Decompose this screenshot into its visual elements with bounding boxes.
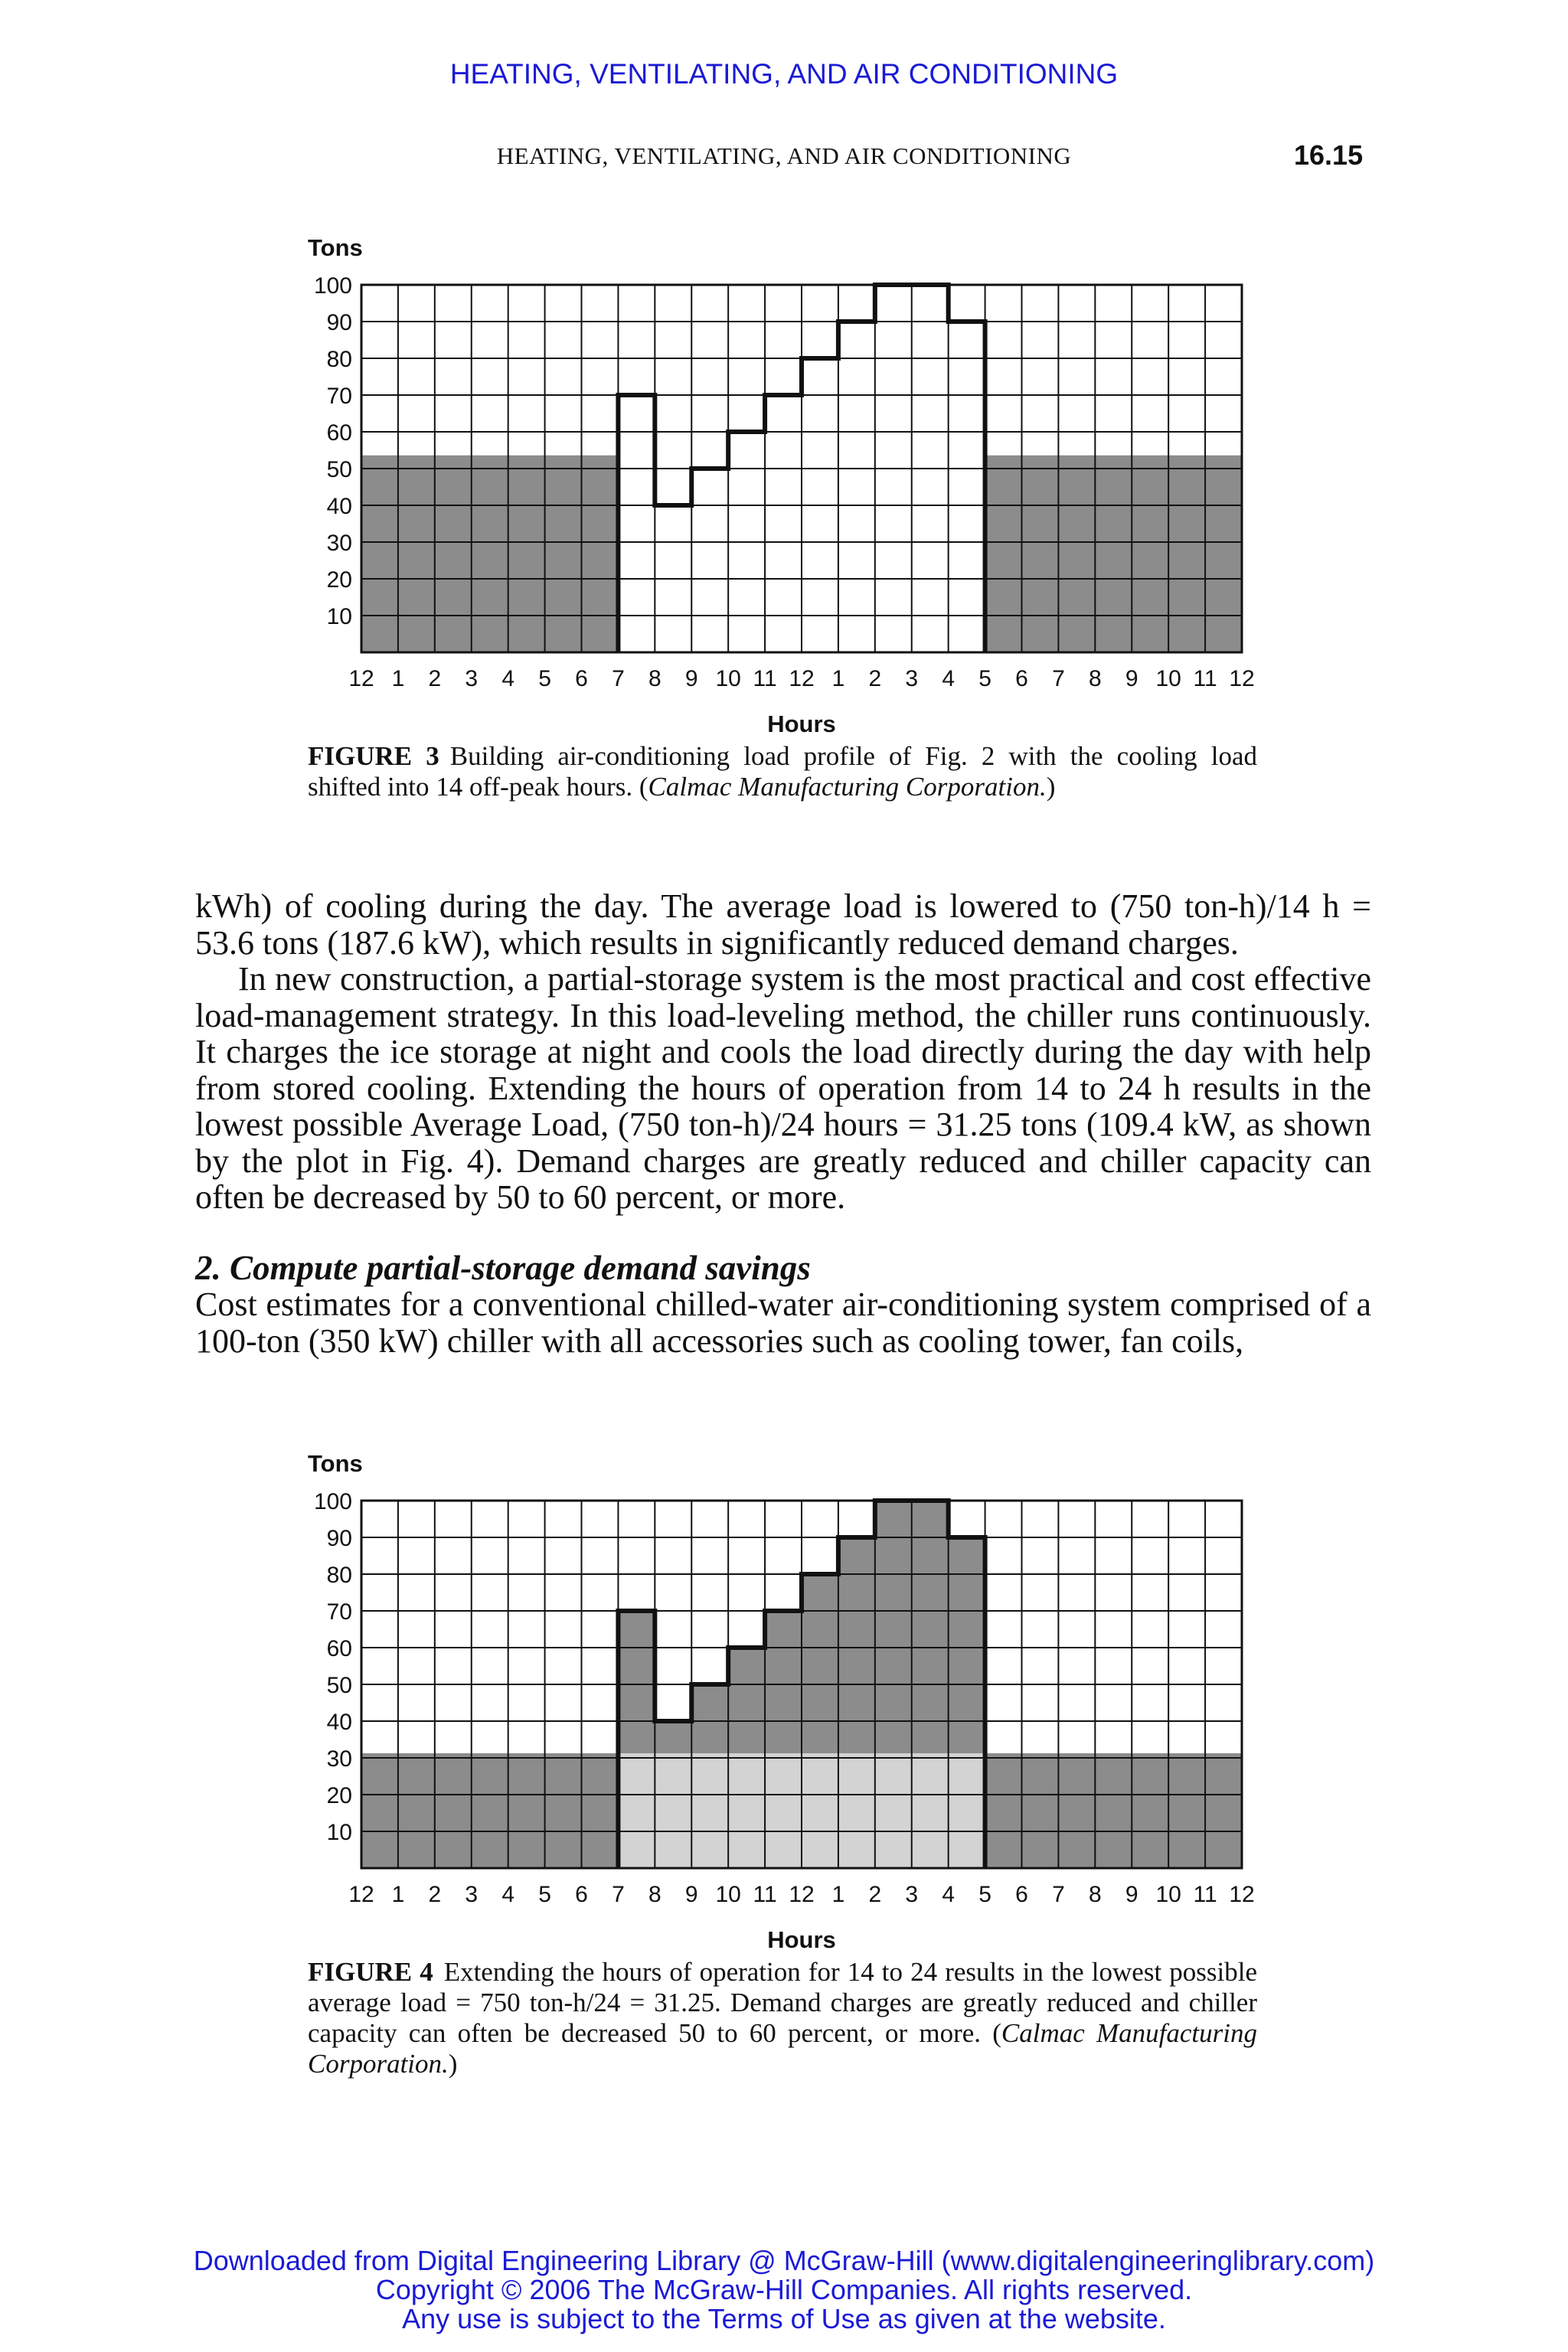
load-bar-5: [802, 1574, 838, 1753]
shaded-area-0-0: [361, 456, 618, 652]
x-tick-label: 6: [1015, 666, 1028, 691]
footer-line-3: Any use is subject to the Terms of Use as given at the website.: [402, 2303, 1166, 2334]
x-tick-label: 7: [1052, 1882, 1065, 1907]
x-tick-label: 3: [465, 1882, 479, 1907]
figure-3-caption: [308, 741, 1257, 802]
y-tick-label: 40: [326, 1710, 352, 1735]
load-bar-9: [949, 322, 985, 652]
body-text: [195, 888, 1371, 1216]
x-tick-label: 8: [648, 666, 662, 691]
x-tick-label: 5: [978, 1882, 991, 1907]
x-tick-label: 7: [612, 1882, 625, 1907]
x-tick-label: 8: [648, 1882, 662, 1907]
figure-4-caption: [308, 1957, 1257, 2079]
x-axis-label: Hours: [767, 710, 836, 737]
x-tick-label: 10: [1155, 1882, 1181, 1907]
footer: [0, 2246, 1568, 2334]
x-tick-label: 9: [684, 666, 698, 691]
x-tick-label: 6: [1015, 1882, 1028, 1907]
x-tick-label: 12: [789, 1882, 815, 1907]
x-tick-label: 5: [538, 1882, 551, 1907]
x-tick-label: 12: [1229, 1882, 1255, 1907]
footer-line-1[interactable]: Downloaded from Digital Engineering Library @ McGraw-Hill (www.digitalengineeringlibrary.com): [193, 2245, 1375, 2276]
section-text: Cost estimates for a conventional chilled-water air-conditioning system comprised of a 100-ton (350 kW) chiller with all accessories such as cooling tower, fan coils,: [195, 1285, 1371, 1360]
load-bar-4: [765, 395, 802, 652]
footer-line-2: Copyright © 2006 The McGraw-Hill Companies. All rights reserved.: [375, 2274, 1193, 2305]
y-tick-label: 50: [326, 1673, 352, 1698]
load-bar-8: [912, 1501, 949, 1753]
x-tick-label: 5: [978, 666, 991, 691]
y-tick-label: 80: [326, 347, 352, 372]
x-tick-label: 8: [1088, 666, 1102, 691]
x-tick-label: 10: [715, 666, 741, 691]
x-tick-label: 11: [1193, 666, 1217, 691]
figure-3-chart: [0, 230, 1568, 750]
x-tick-label: 11: [1193, 1882, 1217, 1907]
y-tick-label: 80: [326, 1563, 352, 1588]
x-tick-label: 10: [1155, 666, 1181, 691]
shaded-area-0-1: [985, 1753, 1242, 1868]
y-tick-label: 40: [326, 494, 352, 519]
load-bar-3: [728, 1648, 765, 1753]
page-number: 16.15: [1294, 139, 1364, 171]
x-tick-label: 6: [575, 1882, 588, 1907]
figure-3-caption-text: Building air-conditioning load profile of Fig. 2 with the cooling load shifted into 14 off-peak hours. (: [308, 741, 1257, 802]
x-tick-label: 9: [684, 1882, 698, 1907]
y-tick-label: 10: [326, 604, 352, 629]
x-tick-label: 4: [942, 666, 956, 691]
y-tick-label: 90: [326, 1526, 352, 1551]
x-tick-label: 9: [1125, 666, 1138, 691]
x-tick-label: 11: [753, 1882, 777, 1907]
y-tick-label: 10: [326, 1820, 352, 1845]
figure-4-label: FIGURE 4: [308, 1957, 433, 1987]
load-bar-6: [838, 322, 875, 652]
x-tick-label: 4: [501, 1882, 515, 1907]
x-tick-label: 7: [612, 666, 625, 691]
x-tick-label: 2: [428, 1882, 442, 1907]
load-bar-1: [655, 1721, 691, 1753]
x-tick-label: 3: [905, 1882, 919, 1907]
y-tick-label: 100: [313, 273, 352, 299]
x-tick-label: 7: [1052, 666, 1065, 691]
top-banner-link[interactable]: HEATING, VENTILATING, AND AIR CONDITIONING: [449, 58, 1119, 90]
figure-3-caption-close: ): [1046, 772, 1056, 802]
body-paragraph-1: kWh) of cooling during the day. The average load is lowered to (750 ton-h)/14 h = 53.6 tons (187.6 kW), which results in significantly reduced demand charges.: [195, 887, 1371, 962]
x-tick-label: 9: [1125, 1882, 1138, 1907]
x-tick-label: 2: [428, 666, 442, 691]
x-tick-label: 3: [905, 666, 919, 691]
shaded-area-0-0: [361, 1753, 618, 1868]
load-bar-0: [618, 395, 655, 652]
x-tick-label: 1: [391, 666, 405, 691]
figure-4-credit: Calmac Manufacturing Corporation.: [308, 2018, 1257, 2079]
y-tick-label: 100: [313, 1489, 352, 1514]
shaded-area-0-1: [985, 456, 1242, 652]
y-tick-label: 70: [326, 1599, 352, 1625]
x-tick-label: 4: [942, 1882, 956, 1907]
x-tick-label: 2: [868, 666, 882, 691]
y-tick-label: 50: [326, 457, 352, 482]
x-tick-label: 2: [868, 1882, 882, 1907]
x-tick-label: 1: [391, 1882, 405, 1907]
load-bar-2: [691, 469, 728, 652]
figure-3-label: FIGURE 3: [308, 741, 439, 771]
y-axis-label: Tons: [308, 1450, 363, 1477]
y-tick-label: 90: [326, 310, 352, 335]
x-tick-label: 1: [831, 666, 845, 691]
figure-4-caption-close: ): [448, 2049, 458, 2079]
y-axis-label: Tons: [308, 234, 363, 261]
x-tick-label: 4: [501, 666, 515, 691]
body-paragraph-2: In new construction, a partial-storage system is the most practical and cost effective load-management strategy. In this load-leveling method, the chiller runs continuously. It charges the ice storage at night and cools the load directly during the day with help from stored cooling. Extending the hours of operation from 14 to 24 h results in the lowest possible Average Load, (750 ton-h)/24 hours = 31.25 tons (109.4 kW, as shown by the plot in Fig. 4). Demand charges are greatly reduced and chiller capacity can often be decreased by 50 to 60 percent, or more.: [195, 960, 1371, 1216]
y-tick-label: 60: [326, 1636, 352, 1661]
x-tick-label: 8: [1088, 1882, 1102, 1907]
load-bar-0: [618, 1611, 655, 1753]
x-tick-label: 3: [465, 666, 479, 691]
figure-4-chart: [0, 1446, 1568, 1966]
x-tick-label: 12: [348, 666, 374, 691]
x-axis-label: Hours: [767, 1926, 836, 1953]
x-tick-label: 5: [538, 666, 551, 691]
x-tick-label: 12: [789, 666, 815, 691]
y-tick-label: 30: [326, 531, 352, 556]
load-bar-2: [691, 1684, 728, 1753]
y-tick-label: 60: [326, 420, 352, 446]
running-head: HEATING, VENTILATING, AND AIR CONDITIONING: [496, 142, 1072, 169]
x-tick-label: 10: [715, 1882, 741, 1907]
load-bar-7: [875, 1501, 912, 1753]
figure-3-credit: Calmac Manufacturing Corporation.: [648, 772, 1047, 802]
x-tick-label: 6: [575, 666, 588, 691]
figure-4-caption-text: Extending the hours of operation for 14 to 24 results in the lowest possible average load = 750 ton-h/24 = 31.25. Demand charges are greatly reduced and chiller capacity can often be decreased 50 to 60 percent, or more. (: [308, 1957, 1257, 2048]
y-tick-label: 30: [326, 1746, 352, 1772]
y-tick-label: 20: [326, 567, 352, 593]
section-heading: 2. Compute partial-storage demand savings: [195, 1249, 811, 1287]
x-tick-label: 11: [753, 666, 777, 691]
x-tick-label: 1: [831, 1882, 845, 1907]
y-tick-label: 70: [326, 384, 352, 409]
x-tick-label: 12: [1229, 666, 1255, 691]
x-tick-label: 12: [348, 1882, 374, 1907]
load-bar-4: [765, 1611, 802, 1753]
y-tick-label: 20: [326, 1783, 352, 1808]
